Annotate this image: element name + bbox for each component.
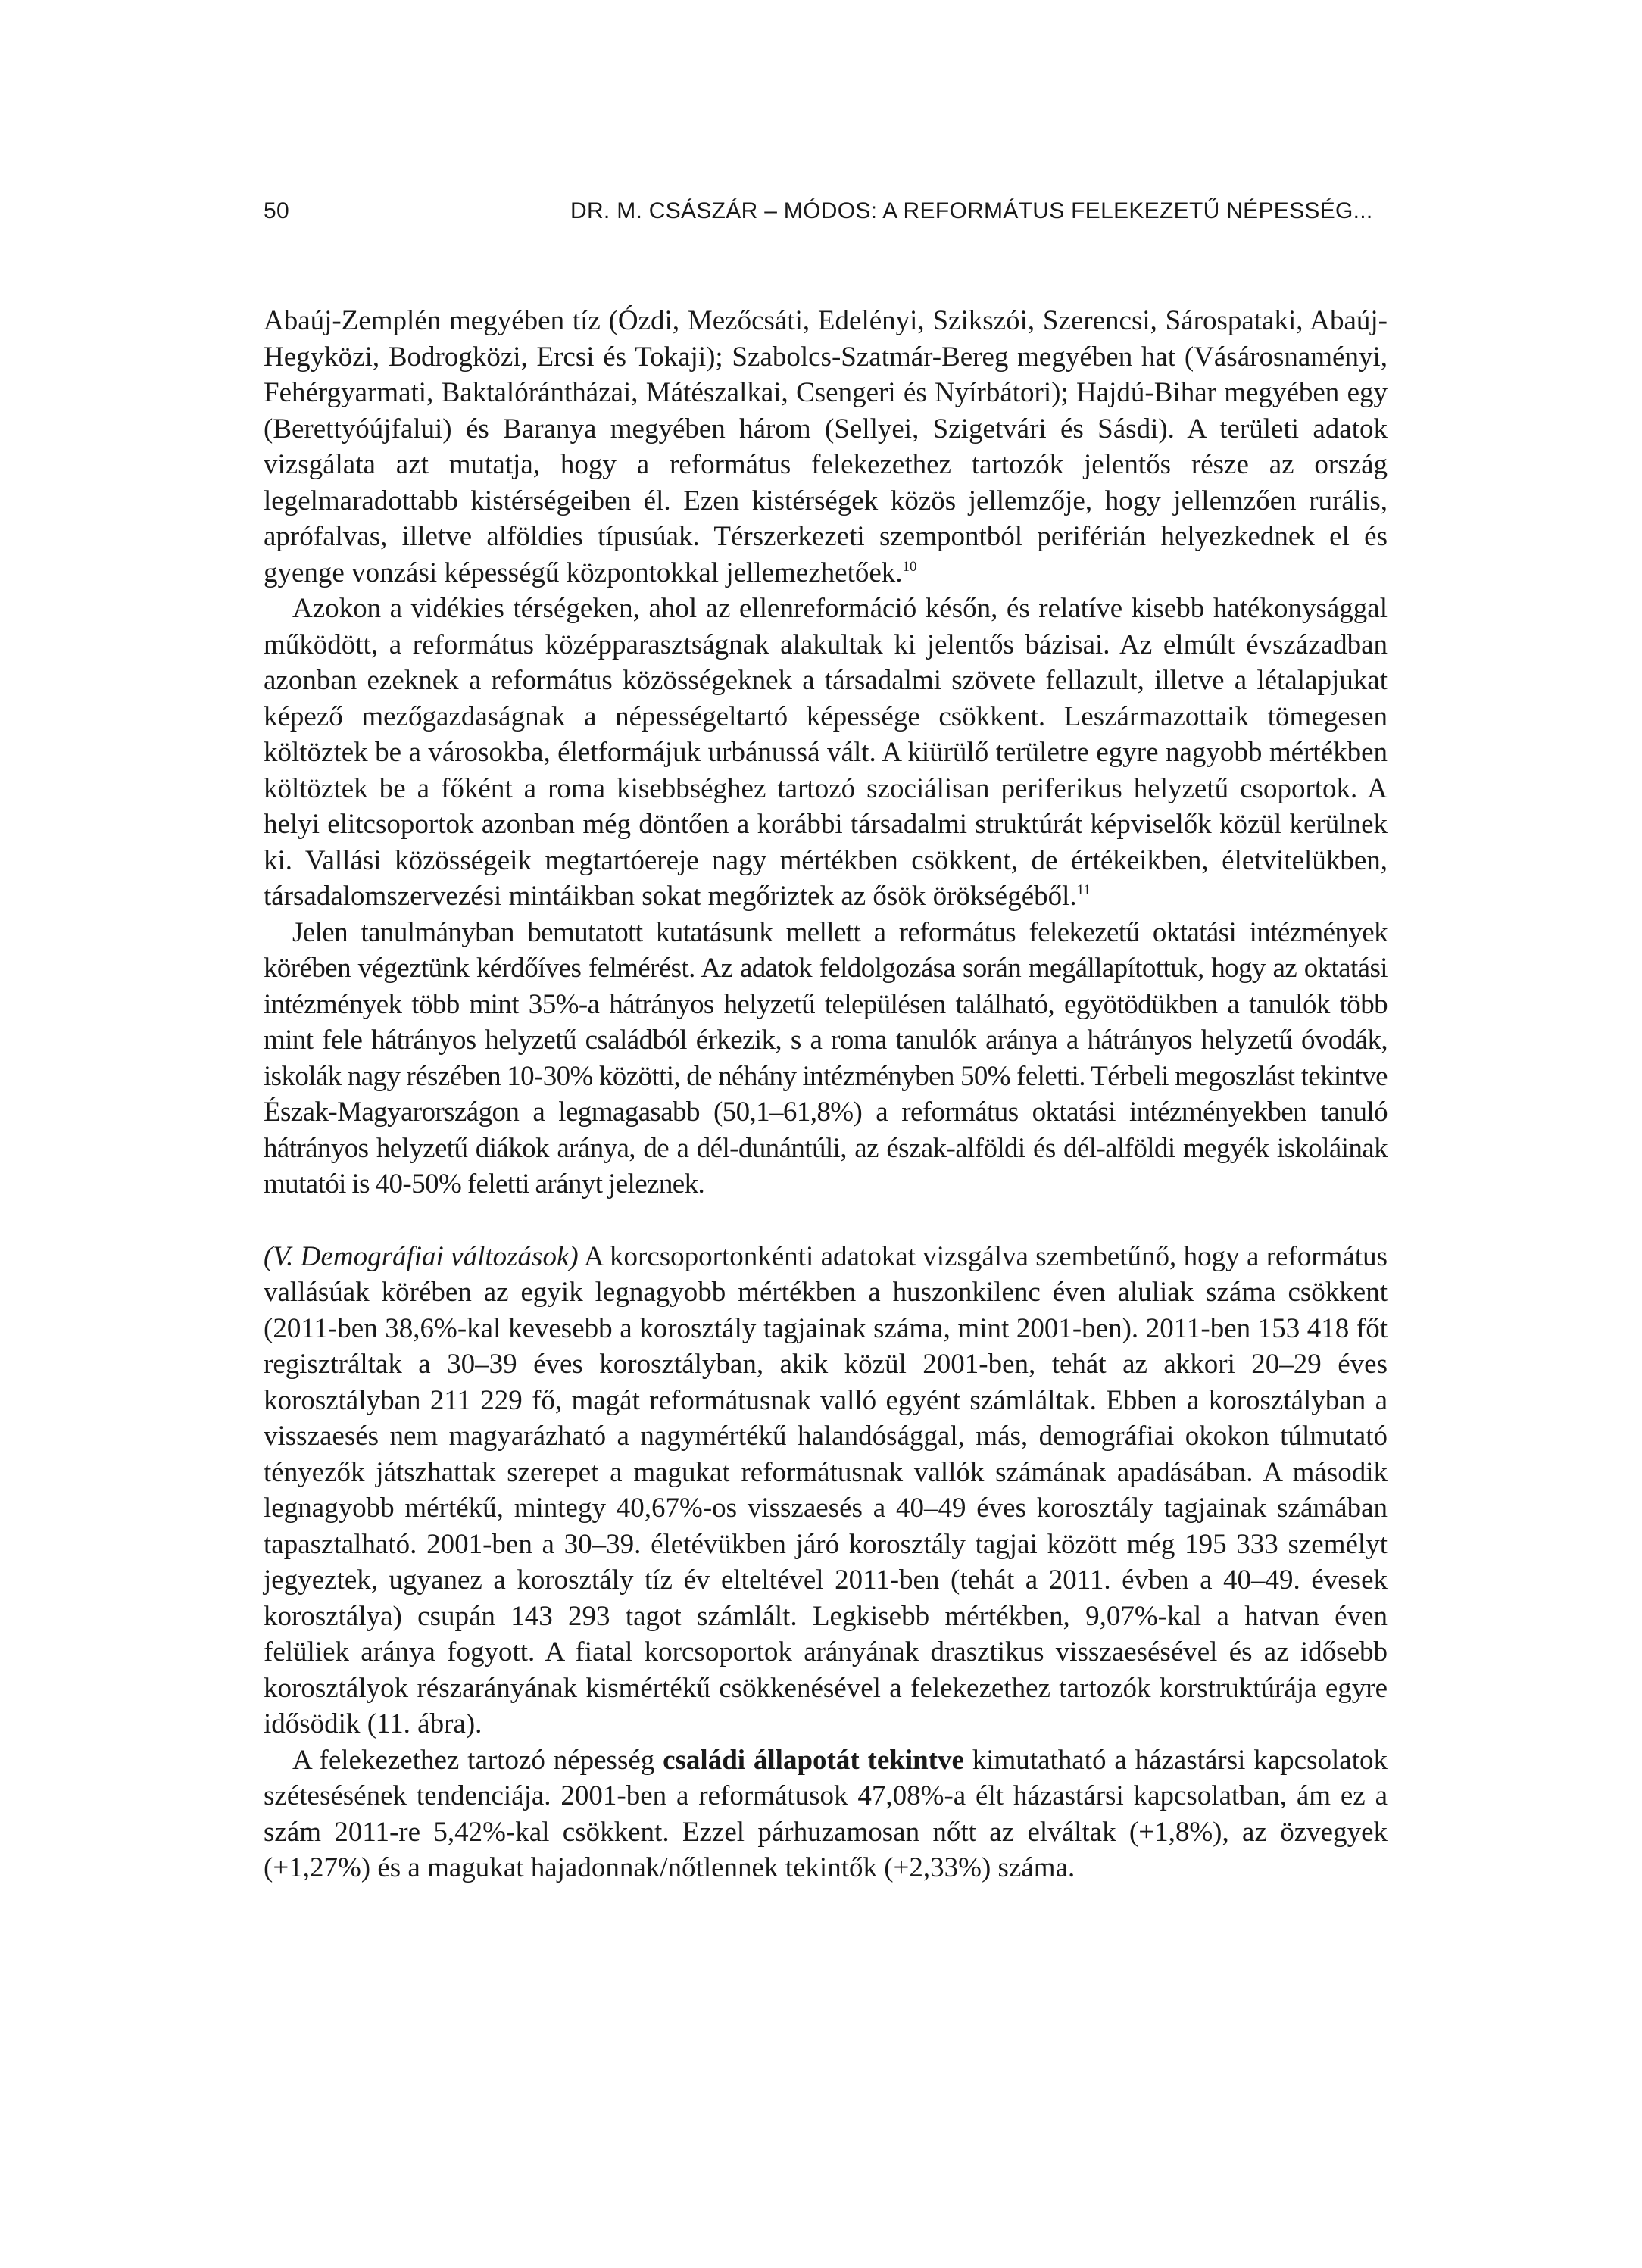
paragraph-4-text: A korcsoportonkénti adatokat vizsgálva szembetűnő, hogy a református vallásúak körében az egyik legnagyobb mértékben a huszonkilenc éven aluliak száma csökkent (2011-ben 38,6%-kal kevesebb a korosztály tagjainak száma, mint 2001-ben). 2011-ben 153 418 főt regisztráltak a 30–39 éves korosztályban, akik közül 2001-ben, tehát az akkori 20–29 éves korosztályban 211 229 fő, magát reformátusnak valló egyént számláltak. Ebben a korosztályban a visszaesés nem magyarázható a nagymértékű halandósággal, más, demográfiai okokon túlmutató tényezők játszhattak szerepet a magukat reformátusnak vallók számának apadásában. A második legnagyobb mértékű, mintegy 40,67%-os visszaesés a 40–49 éves korosztály tagjainak számában tapasztalható. 2001-ben a 30–39. életévükben járó korosztály tagjai között még 195 333 személyt jegyeztek, ugyanez a korosztály tíz év elteltével 2011-ben (tehát a 2011. évben a 40–49. évesek korosztálya) csupán 143 293 tagot számlált. Legkisebb mértékben, 9,07%-kal a hatvan éven felüliek aránya fogyott. A fiatal korcsoportok arányának drasztikus visszaesésével és az idősebb korosztályok részarányának kismértékű csökkenésével a felekezethez tartozók korstruktúrája egyre idősödik (11. ábra). bbox=[264, 1240, 1388, 1739]
footnote-marker-10[interactable]: 10 bbox=[902, 558, 917, 575]
paragraph-1 bbox=[264, 303, 1388, 591]
paragraph-1-text: Abaúj-Zemplén megyében tíz (Ózdi, Mezőcsáti, Edelényi, Szikszói, Szerencsi, Sárospataki, Abaúj-Hegyközi, Bodrogközi, Ercsi és Tokaji); Szabolcs-Szatmár-Bereg megyében hat (Vásárosnaményi, Fehérgyarmati, Baktalórántházai, Mátészalkai, Csengeri és Nyírbátori); Hajdú-Bihar megyében egy (Berettyóújfalui) és Baranya megyében három (Sellyei, Szigetvári és Sásdi). A területi adatok vizsgálata azt mutatja, hogy a református felekezethez tartozók jelentős része az ország legelmaradottabb kistérségeiben él. Ezen kistérségek közös jellemzője, hogy jellemzően rurális, aprófalvas, illetve alföldies típusúak. Térszerkezeti szempontból periférián helyezkednek el és gyenge vonzási képességű központokkal jellemezhetőek. bbox=[264, 305, 1388, 588]
footnote-marker-11[interactable]: 11 bbox=[1076, 882, 1091, 898]
page-number: 50 bbox=[264, 198, 289, 223]
paragraph-5-text-before: A felekezethez tartozó népesség bbox=[292, 1744, 663, 1776]
paragraph-5-text-after: kimutatható a házastársi kapcsolatok szétesésének tendenciája. 2001-ben a reformátusok 47,08%-a élt házastársi kapcsolatban, ám ez a szám 2011-re 5,42%-kal csökkent. Ezzel párhuzamosan nőtt az elváltak (+1,8%), az özvegyek (+1,27%) és a magukat hajadonnak/nőtlennek tekintők (+2,33%) száma. bbox=[264, 1744, 1388, 1883]
paragraph-2 bbox=[264, 591, 1388, 915]
paragraph-3-text: Jelen tanulmányban bemutatott kutatásunk mellett a református felekezetű oktatási intézmények körében végeztünk kérdőíves felmérést. Az adatok feldolgozása során megállapítottuk, hogy az oktatási intézmények több mint 35%-a hátrányos helyzetű településen található, egyötödükben a tanulók több mint fele hátrányos helyzetű családból érkezik, s a roma tanulók aránya a hátrányos helyzetű óvodák, iskolák nagy részében 10-30% közötti, de néhány intézményben 50% feletti. Térbeli megoszlást tekintve Észak-Magyarországon a legmagasabb (50,1–61,8%) a református oktatási intézményekben tanuló hátrányos helyzetű diákok aránya, de a dél-dunántúli, az észak-alföldi és dél-alföldi megyék iskoláinak mutatói is 40-50% feletti arányt jeleznek. bbox=[264, 916, 1388, 1200]
running-header bbox=[264, 198, 1388, 244]
paragraph-5-emphasis: családi állapotát tekintve bbox=[663, 1744, 964, 1776]
article-body bbox=[264, 303, 1388, 1886]
document-page bbox=[264, 198, 1388, 1886]
paragraph-4 bbox=[264, 1239, 1388, 1742]
section-label: (V. Demográfiai változások) bbox=[264, 1240, 579, 1272]
paragraph-3 bbox=[264, 915, 1388, 1203]
paragraph-2-text: Azokon a vidékies térségeken, ahol az ellenreformáció későn, és relatíve kisebb hatékonysággal működött, a református középparasztságnak alakultak ki jelentős bázisai. Az elmúlt évszázadban azonban ezeknek a református közösségeknek a társadalmi szövete fellazult, illetve a létalapjukat képező mezőgazdaságnak a népességeltartó képessége csökkent. Leszármazottaik tömegesen költöztek be a városokba, életformájuk urbánussá vált. A kiürülő területre egyre nagyobb mértékben költöztek be a főként a roma kisebbséghez tartozó szociálisan periferikus helyzetű csoportok. A helyi elitcsoportok azonban még döntően a korábbi társadalmi struktúrát képviselők közül kerülnek ki. Vallási közösségeik megtartóereje nagy mértékben csökkent, de értékeikben, életvitelükben, társadalomszervezési mintáikban sokat megőriztek az ősök örökségéből. bbox=[264, 593, 1388, 912]
running-title: DR. M. CSÁSZÁR – MÓDOS: A REFORMÁTUS FELEKEZETŰ NÉPESSÉG... bbox=[570, 198, 1373, 223]
paragraph-5 bbox=[264, 1742, 1388, 1886]
